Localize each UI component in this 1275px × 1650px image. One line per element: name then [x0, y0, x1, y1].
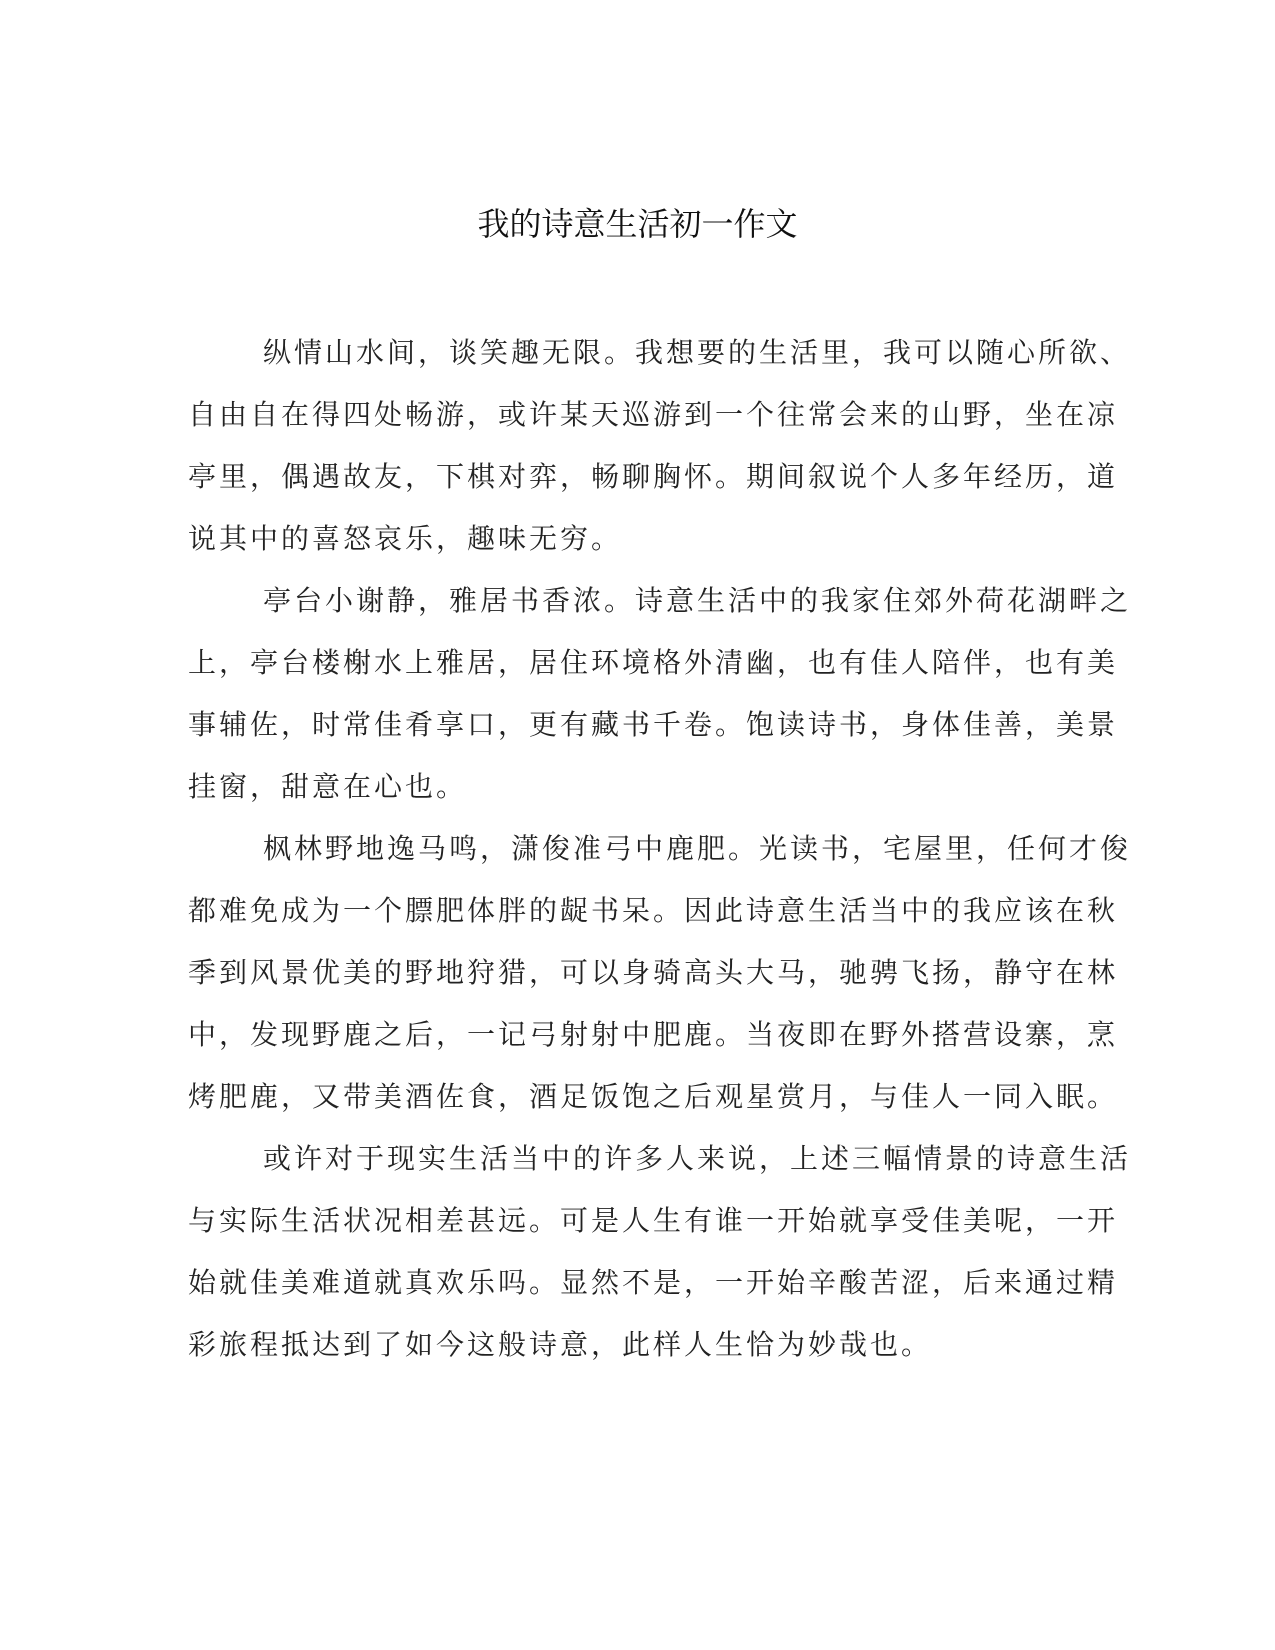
- paragraph: [188, 818, 1132, 1128]
- paragraph-line: 季到风景优美的野地狩猎，可以身骑高头大马，驰骋飞扬，静守在林: [188, 956, 1119, 989]
- paragraph: [188, 1128, 1132, 1376]
- paragraph-line: 与实际生活状况相差甚远。可是人生有谁一开始就享受佳美呢，一开: [188, 1204, 1119, 1237]
- paragraph-line: 纵情山水间，谈笑趣无限。我想要的生活里，我可以随心所欲、: [263, 336, 1132, 369]
- paragraph-line: 都难免成为一个膘肥体胖的龊书呆。因此诗意生活当中的我应该在秋: [188, 894, 1119, 927]
- paragraph-line: 烤肥鹿，又带美酒佐食，酒足饭饱之后观星赏月，与佳人一同入眠。: [188, 1080, 1119, 1113]
- paragraph-line: 事辅佐，时常佳肴享口，更有藏书千卷。饱读诗书，身体佳善，美景: [188, 708, 1119, 741]
- paragraph-line: 彩旅程抵达到了如今这般诗意，此样人生恰为妙哉也。: [188, 1328, 933, 1361]
- paragraph-line: 说其中的喜怒哀乐，趣味无穷。: [188, 522, 623, 555]
- paragraph-line: 上，亭台楼榭水上雅居，居住环境格外清幽，也有佳人陪伴，也有美: [188, 646, 1119, 679]
- paragraph-line: 亭里，偶遇故友，下棋对弈，畅聊胸怀。期间叙说个人多年经历，道: [188, 460, 1119, 493]
- paragraph-line: 亭台小谢静，雅居书香浓。诗意生活中的我家住郊外荷花湖畔之: [263, 584, 1132, 617]
- document-body: [188, 322, 1132, 1376]
- document-title: 我的诗意生活初一作文: [477, 205, 798, 243]
- paragraph: [188, 322, 1132, 570]
- paragraph-line: 中，发现野鹿之后，一记弓射射中肥鹿。当夜即在野外搭营设寨，烹: [188, 1018, 1119, 1051]
- paragraph-line: 枫林野地逸马鸣，潇俊准弓中鹿肥。光读书，宅屋里，任何才俊: [263, 832, 1132, 865]
- paragraph-line: 挂窗，甜意在心也。: [188, 770, 468, 803]
- paragraph-line: 始就佳美难道就真欢乐吗。显然不是，一开始辛酸苦涩，后来通过精: [188, 1266, 1119, 1299]
- paragraph-line: 或许对于现实生活当中的许多人来说，上述三幅情景的诗意生活: [263, 1142, 1132, 1175]
- paragraph: [188, 570, 1132, 818]
- paragraph-line: 自由自在得四处畅游，或许某天巡游到一个往常会来的山野，坐在凉: [188, 398, 1119, 431]
